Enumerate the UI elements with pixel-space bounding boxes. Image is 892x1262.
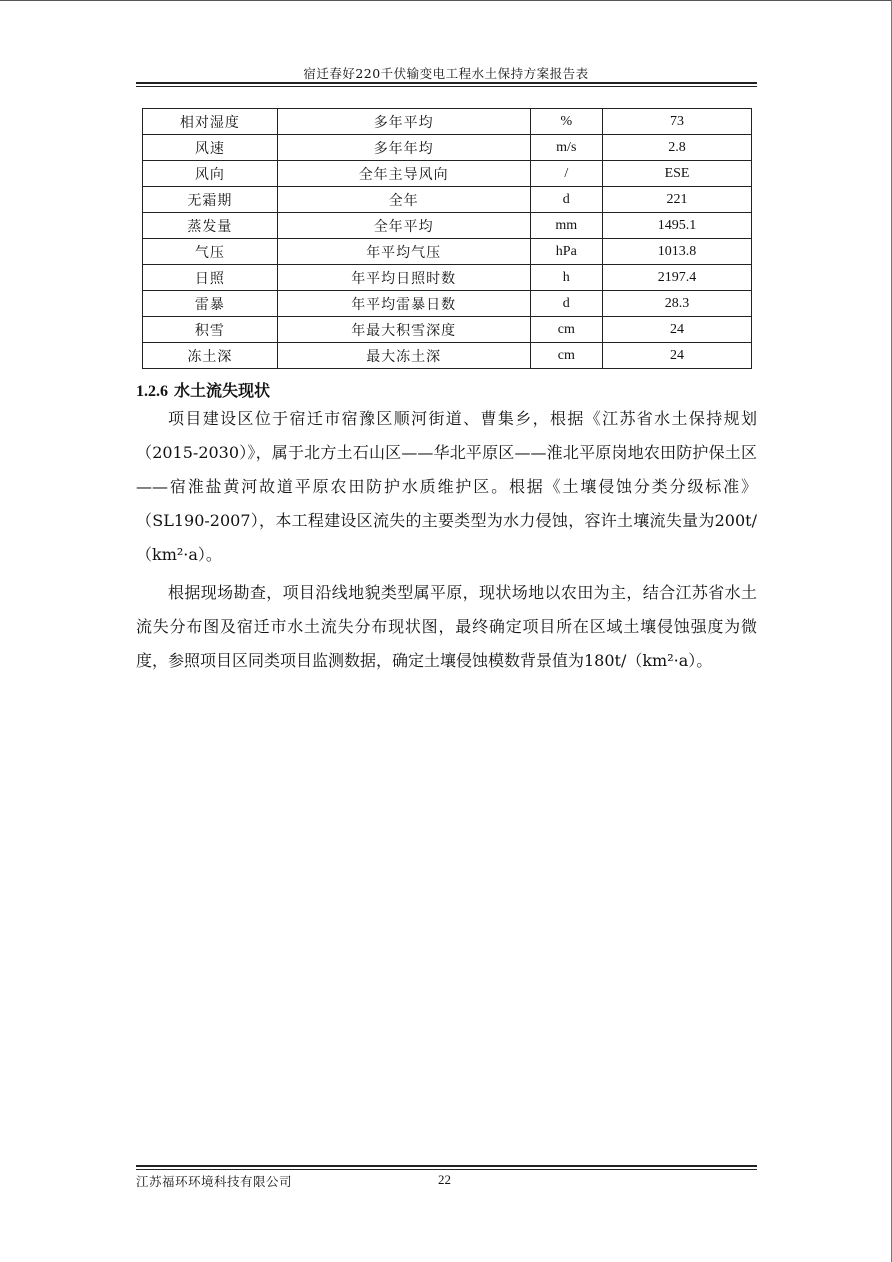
section-title: 水土流失现状 [174, 381, 271, 400]
table-cell-unit: cm [530, 317, 603, 343]
table-cell-item: 雷暴 [143, 291, 278, 317]
table-cell-value: 221 [603, 187, 752, 213]
table-cell-desc: 全年主导风向 [277, 161, 530, 187]
table-cell-desc: 最大冻土深 [277, 343, 530, 369]
table-cell-value: 28.3 [603, 291, 752, 317]
table-row [143, 109, 752, 135]
table-cell-unit: mm [530, 213, 603, 239]
table-row [143, 213, 752, 239]
header-rule-thin [136, 86, 757, 87]
table-row [143, 317, 752, 343]
table-cell-desc: 全年平均 [277, 213, 530, 239]
table-cell-item: 气压 [143, 239, 278, 265]
page-top-border [0, 0, 892, 1]
table-cell-item: 日照 [143, 265, 278, 291]
table-cell-item: 风速 [143, 135, 278, 161]
table-row [143, 135, 752, 161]
table-cell-item: 积雪 [143, 317, 278, 343]
table-cell-unit: % [530, 109, 603, 135]
table-cell-item: 风向 [143, 161, 278, 187]
table-cell-value: 1013.8 [603, 239, 752, 265]
table-cell-desc: 多年年均 [277, 135, 530, 161]
table-cell-value: 24 [603, 343, 752, 369]
table-row [143, 187, 752, 213]
table-cell-unit: cm [530, 343, 603, 369]
table-cell-unit: / [530, 161, 603, 187]
table-cell-value: 1495.1 [603, 213, 752, 239]
climate-table [142, 108, 752, 369]
table-cell-value: 73 [603, 109, 752, 135]
table-cell-unit: h [530, 265, 603, 291]
header-rule [136, 82, 757, 84]
table-cell-item: 冻土深 [143, 343, 278, 369]
table-row [143, 161, 752, 187]
table-cell-desc: 多年平均 [277, 109, 530, 135]
table-cell-desc: 年平均雷暴日数 [277, 291, 530, 317]
paragraph-erosion-background: 根据现场勘查，项目沿线地貌类型属平原，现状场地以农田为主，结合江苏省水土流失分布图及宿迁市水土流失分布现状图，最终确定项目所在区域土壤侵蚀强度为微度，参照项目区同类项目监测数据，确定土壤侵蚀模数背景值为180t/（km²·a）。 [136, 583, 757, 670]
paragraph-erosion-zone: 项目建设区位于宿迁市宿豫区顺河街道、曹集乡，根据《江苏省水土保持规划（2015-2030）》，属于北方土石山区——华北平原区——淮北平原岗地农田防护保土区——宿淮盐黄河故道平原农田防护水质维护区。根据《土壤侵蚀分类分级标准》（SL190-2007），本工程建设区流失的主要类型为水力侵蚀，容许土壤流失量为200t/（km²·a）。 [136, 409, 757, 564]
table-cell-desc: 年平均气压 [277, 239, 530, 265]
table-row [143, 291, 752, 317]
footer-company-name: 江苏福环环境科技有限公司 [136, 1174, 293, 1189]
section-heading [136, 378, 270, 401]
table-cell-desc: 全年 [277, 187, 530, 213]
footer-rule-thin [136, 1169, 757, 1170]
table-cell-item: 无霜期 [143, 187, 278, 213]
section-number: 1.2.6 [136, 383, 168, 400]
footer-rule [136, 1165, 757, 1167]
table-cell-value: 24 [603, 317, 752, 343]
table-cell-item: 蒸发量 [143, 213, 278, 239]
table-cell-item: 相对湿度 [143, 109, 278, 135]
table-cell-desc: 年平均日照时数 [277, 265, 530, 291]
table-cell-unit: d [530, 291, 603, 317]
table-cell-unit: d [530, 187, 603, 213]
page-number: 22 [438, 1172, 451, 1187]
table-cell-value: 2197.4 [603, 265, 752, 291]
table-row [143, 239, 752, 265]
table-cell-desc: 年最大积雪深度 [277, 317, 530, 343]
table-cell-unit: m/s [530, 135, 603, 161]
table-cell-value: 2.8 [603, 135, 752, 161]
table-row [143, 265, 752, 291]
table-row [143, 343, 752, 369]
table-cell-value: ESE [603, 161, 752, 187]
table-cell-unit: hPa [530, 239, 603, 265]
page-header-title: 宿迁春好220千伏输变电工程水土保持方案报告表 [303, 66, 589, 81]
